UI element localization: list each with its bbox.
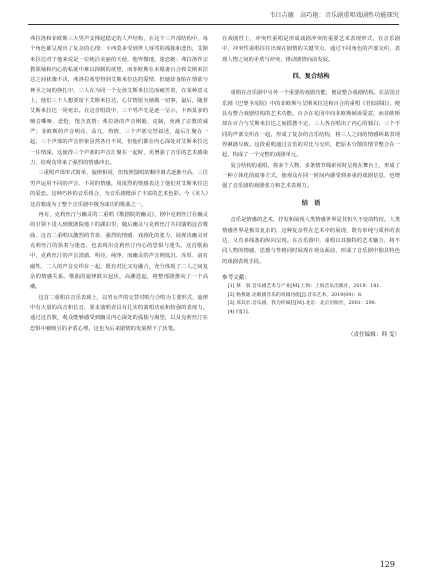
- right-column: [222, 34, 400, 559]
- section-title: 四、复合结构: [292, 73, 330, 81]
- paragraph: 重唱在音乐剧中另外一个重要的戏剧功能，便是整合戏剧结构。在法国音乐剧《巴黎圣母院》中的菲欧斯与艾斯米拉达和百合的重唱《君似骄阳》，便具有整合戏剧结构的艺术功能。百合在花园中向菲欧斯倾诉爱意，而菲欧斯却在百合与艾斯米拉达之间摇摆不定，三人各自唱出了内心的独白，三个不同的声部交织在一起，形成了复杂的音乐结构，将三人之间的情感纠葛表现得淋漓尽致。这段重唱通过音乐的对比与交织，把原本分散的情节整合在一起，构成了一个完整的戏剧单元。: [222, 90, 400, 159]
- reference-item: [4] 同[1].: [227, 310, 250, 315]
- paragraph: 三重唱声部形式简单、旋律相同，但按照演唱的顺序调式逐渐升高，三位男声运用不同的声音、不同的情感，用浓烈的情感表达了他们对艾斯米拉达的爱恋。这种巧妙的音乐组合，为音乐剧增添了丰富的艺术色彩。今《美人》这首歌成为了整个音乐剧中极为成功的歌曲之一。: [30, 170, 208, 208]
- paragraph: 在戏剧性上，冲突性重唱是形成戏剧冲突的重要艺术表现形式，在音乐剧中，冲突性重唱往往出现在剧情的关键节点，通过不同角色的声部交织，表现人物之间的矛盾与冲突，推动剧情向前发展。: [222, 36, 400, 63]
- responsible-editor: （责任编辑：韩 雯）: [347, 331, 400, 338]
- paragraph: 再有，克莉丝汀与幽灵的二重唱《歌剧院的幽灵》，剧中克莉丝汀在幽灵的引领下进入到歌剧院地下的湖泊里，随后幽灵与克莉丝汀共同演唱这首歌曲，这首二重唱以激烈的节奏、强烈的情感、戏剧化的张力，展现出幽灵对克莉丝汀的执着与迷恋，也表现出克莉丝汀内心的恐惧与迷失。这首歌曲中，克莉丝汀的声音清澈、明亮、纯净，而幽灵的声音则低沉、浑厚、富有磁性，二人的声音交织在一起，既有对比又有融合，充分体现了二人之间复杂的情感关系。歌曲的旋律跌宕起伏，高潮迭起，将整部剧推向了一个高潮。: [30, 211, 208, 291]
- reference-item: [2] 杨燕迪.论歌剧音乐的戏剧功能[J].音乐艺术，2019(04)：6.: [227, 292, 363, 298]
- paragraph: 弗拉洛和菲欧斯三大男声支撑起稳定的人声结构，在这个三声部结构中，每个角色都呈现出了复杂的心理：卡西莫多受到世人辱骂的孤独和悲伤，艾斯米拉达对于他来说是一位纯洁美丽的天使，他卑微地，迷恋她；弗拉洛作宗教领袖和内心的私欲中难以抑制的欲望，而菲欧斯在未婚妻百合和艾斯米拉达之间犹豫不决，弗洛拉希望得到艾斯米拉达的爱情，但她却身陷在情欲与神圣之间的挣扎中，三人在为同一个女孩艾斯米拉达而痛苦着，在某种意义上，他们三个人想要留下艾斯米拉达，心甘情愿为她做一切事，最后，随着艾斯米拉达一同死去。在这首唱段中，三个男声先是逐一呈示，卡西莫多的嗓音嘶哑、悲怆，饱含真情；弗拉洛的声音刚毅、克制，充满了宗教的威严；菲欧斯的声音明亮、高亢、热情，三个声部交替叙述，最后汇聚在一起。三个声部的声音形象虽然各自不同，但他们都在内心深处对艾斯米拉达一往情深，这使得三个声部的声音汇聚在一起时，更增强了音乐的艺术感染力，给观众带来了强烈的情感冲击。: [30, 36, 208, 167]
- conclusion-title: 结 语: [301, 199, 321, 207]
- paragraph: 音乐是情感的艺术，抒发和展现人类情感世界是其恒久不变的特征。人类情感世界是极其复杂的，这种复杂性在艺术中的展现，既有单纯与质朴的表达，又有多线条的纵向呈现。在音乐剧中，重唱以其独特的艺术魅力，将不同人物的情感、思想与性格同时展现在观众面前，形成了音乐剧中独具特色的戏剧表现手段。: [222, 217, 400, 265]
- header-rule: [28, 24, 399, 25]
- left-column: [30, 34, 208, 559]
- reference-item: [3] 邓其宏.音乐剧，我为你疯狂[M].北京：北京出版社，2001：290.: [227, 301, 377, 307]
- running-header: 韦日吉德 高巧艳：音乐剧重唱戏剧性功能探究: [269, 12, 399, 19]
- reference-item: [1] 慕 羽.音乐剧艺术与产业[M].上海：上海音乐出版社，2019：181.: [227, 284, 381, 290]
- paragraph: 这首二重唱在音乐表现上，以男女声的交替对唱与合唱为主要形式，旋律中有大量的高音和长音，要求演唱者具有扎实的演唱功底和较强的表现力。通过这首歌，观众能够感受到幽灵内心深处的孤独与渴望，以及克莉丝汀在恐惧中被吸引的矛盾心理，这也为后来剧情的发展埋下了伏笔。: [30, 294, 208, 332]
- paragraph: 复合结构的重唱，将多个人物、多条情节线索同时呈现在舞台上，形成了一种立体化的叙事方式，使观众在同一时间内感受到多重的戏剧信息，也增强了音乐剧的戏剧张力和艺术表现力。: [222, 162, 400, 190]
- page-number: 129: [379, 560, 395, 569]
- references-title: 参考文献：: [222, 274, 250, 281]
